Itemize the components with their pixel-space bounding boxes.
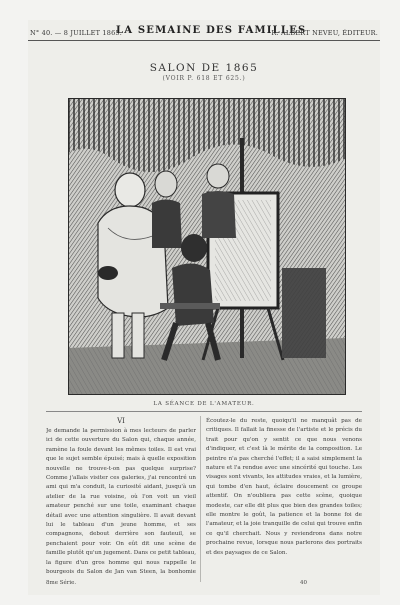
page-number: 40 [300, 580, 307, 586]
column-divider [200, 416, 201, 582]
page-footer [28, 578, 380, 592]
issue-date: N° 40. — 8 JUILLET 1865. [30, 29, 123, 37]
engraving-illustration [68, 98, 346, 395]
text-column-right: Écoutez-le du reste, quoiqu'il ne manquât pas de critiques. Il fallait la finesse de l'artiste et le précis du trait pour qu'on y sentit ce que nous venons d'indiquer, et c'est là le mérite de la composition. Le peintre n'a pas cherché l'effet; il a saisi simplement la nature et l'a rendue avec une sincérité qui touche. Les visages sont vivants, les attitudes vraies, et la lumière, qui tombe d'en haut, éclaire doucement ce groupe attentif. On n'oubliera pas cette scène, quoique modeste, car elle dit plus que bien des grandes toiles; elle montre le goût, la patience et la bonne foi de l'amateur, et la joie tranquille de celui qui trouve enfin ce qu'il cherchait. Nous y reviendrons dans notre prochaine revue, lorsque nous parlerons des portraits et des paysages de ce Salon. [206, 418, 362, 556]
text-column-left: Je demande la permission à mes lecteurs de parler ici de cette ouverture du Salon qui, chaque année, ramène la foule devant les mêmes toiles. Il est vrai que le sujet semble épuisé; mais à quelle exposition nouvelle ne trouve-t-on pas quelque surprise? Comme j'allais visiter ces galeries, j'ai rencontré un ami qui m'a conduit, la curiosité aidant, jusqu'à un atelier de la rue voisine, où l'on voit un vieil amateur penché sur une toile, examinant chaque détail avec une attention singulière. Il avait devant lui le tableau d'un jeune homme, et ses compagnons, debout derrière son fauteuil, se penchaient pour voir. On eût dit une scène de famille plutôt qu'un jugement. Dans ce petit tableau, la figure d'un gros homme qui nous rappelle le bourgeois du Salon de Jan van Steen, la bonhomie [46, 428, 196, 576]
series-signature: 8me Série. [46, 580, 77, 586]
page-header [28, 20, 380, 41]
section-rule [46, 411, 362, 412]
journal-title: LA SEMAINE DES FAMILLES [116, 25, 307, 36]
article-title: SALON DE 1865 [149, 62, 259, 74]
article-subtitle: (VOIR P. 618 ET 625.) [162, 75, 246, 82]
section-number: VI [117, 417, 125, 425]
illustration-caption: LA SÉANCE DE L'AMATEUR. [153, 401, 255, 407]
magazine-page [28, 20, 380, 595]
publisher-name: R. ALBERT NEVEU, ÉDITEUR. [271, 29, 378, 37]
